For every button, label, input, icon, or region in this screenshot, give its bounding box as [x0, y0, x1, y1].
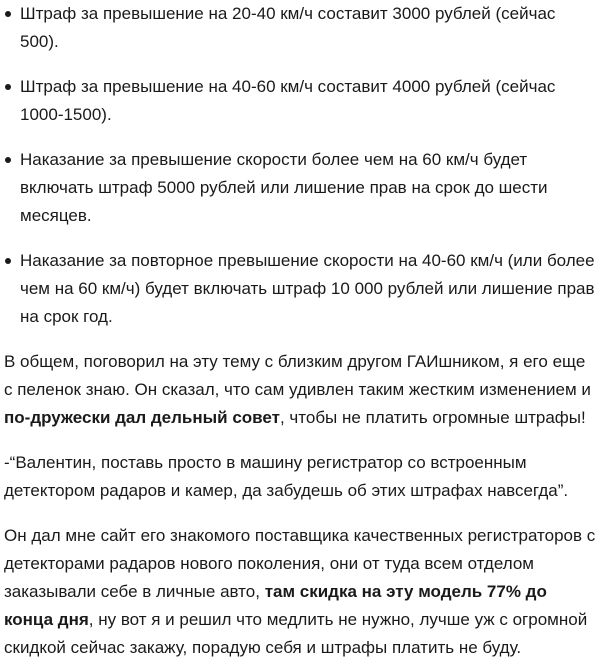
- list-item-text: Наказание за превышение скорости более чем на 60 км/ч будет включать штраф 5000 рублей или лишение прав на срок до шести месяцев.: [20, 150, 548, 225]
- fines-list: [4, 0, 597, 331]
- list-item: [4, 0, 597, 56]
- paragraph-text: В общем, поговорил на эту тему с близким другом ГАИшником, я его еще с пеленок знаю. Он сказал, что сам удивлен таким жестким изменением и: [4, 352, 591, 399]
- paragraph-text: , ну вот я и решил что медлить не нужно, лучше уж с огромной скидкой сейчас закажу, порадую себя и штрафы платить не буду.: [4, 610, 588, 657]
- bullet-icon: [5, 258, 11, 264]
- paragraph-text: Он дал мне сайт его знакомого поставщика качественных регистраторов с детекторами радаров нового поколения, они от туда всем отделом заказывали себе в личные авто,: [4, 526, 596, 601]
- bullet-icon: [5, 84, 11, 90]
- quote-text: -“Валентин, поставь просто в машину регистратор со встроенным детектором радаров и камер, да забудешь об этих штрафах навсегда”.: [4, 453, 569, 500]
- paragraph-offer: [4, 522, 597, 662]
- paragraph-friend-advice: [4, 348, 597, 432]
- list-item: [4, 247, 597, 331]
- paragraph-bold-text: там скидка на эту модель 77% до конца дня: [4, 582, 547, 629]
- list-item-text: Штраф за превышение на 20-40 км/ч составит 3000 рублей (сейчас 500).: [20, 4, 556, 51]
- bullet-icon: [5, 11, 11, 17]
- list-item-text: Наказание за повторное превышение скорости на 40-60 км/ч (или более чем на 60 км/ч) будет включать штраф 10 000 рублей или лишение прав на срок год.: [20, 251, 595, 326]
- list-item: [4, 73, 597, 129]
- paragraph-text: , чтобы не платить огромные штрафы!: [279, 408, 586, 427]
- list-item-text: Штраф за превышение на 40-60 км/ч составит 4000 рублей (сейчас 1000-1500).: [20, 77, 556, 124]
- list-item: [4, 146, 597, 230]
- paragraph-quote: [4, 449, 597, 505]
- paragraph-bold-text: по-дружески дал дельный совет: [4, 408, 280, 427]
- bullet-icon: [5, 157, 11, 163]
